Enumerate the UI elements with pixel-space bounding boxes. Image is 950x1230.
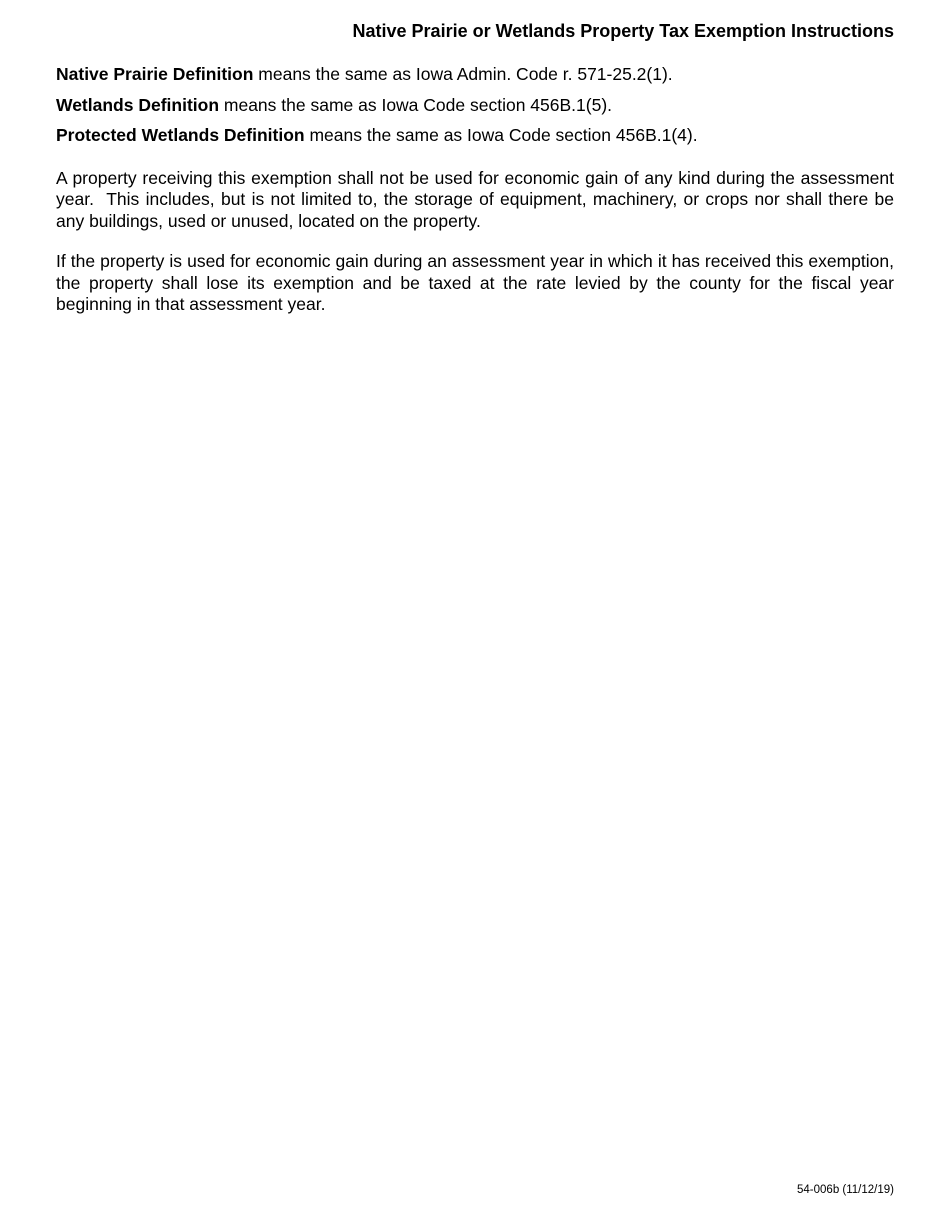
- definition-text: means the same as Iowa Admin. Code r. 571-25.2(1).: [253, 64, 673, 84]
- form-number: 54-006b (11/12/19): [797, 1184, 894, 1196]
- definition-text: means the same as Iowa Code section 456B.1(5).: [219, 94, 613, 115]
- native-prairie-definition: [56, 64, 894, 86]
- protected-wetlands-definition: [56, 125, 894, 147]
- definition-text: means the same as Iowa Code section 456B.1(4).: [304, 125, 698, 145]
- instructions-body: [56, 64, 899, 316]
- definition-term: Native Prairie Definition: [56, 64, 254, 84]
- definition-term: Wetlands Definition: [56, 94, 220, 115]
- wetlands-definition: [56, 95, 894, 117]
- economic-gain-restriction-paragraph: A property receiving this exemption shall not be used for economic gain of any kind during the assessment year. This includes, but is not limited to, the storage of equipment, machinery, or crops nor shall there be any buildings, used or unused, located on the property.: [56, 167, 899, 231]
- exemption-loss-paragraph: If the property is used for economic gain during an assessment year in which it has received this exemption, the property shall lose its exemption and be taxed at the rate levied by the county for the fiscal year beginning in that assessment year.: [56, 251, 894, 314]
- definition-term: Protected Wetlands Definition: [56, 125, 305, 145]
- page-title: Native Prairie or Wetlands Property Tax Exemption Instructions: [352, 21, 894, 41]
